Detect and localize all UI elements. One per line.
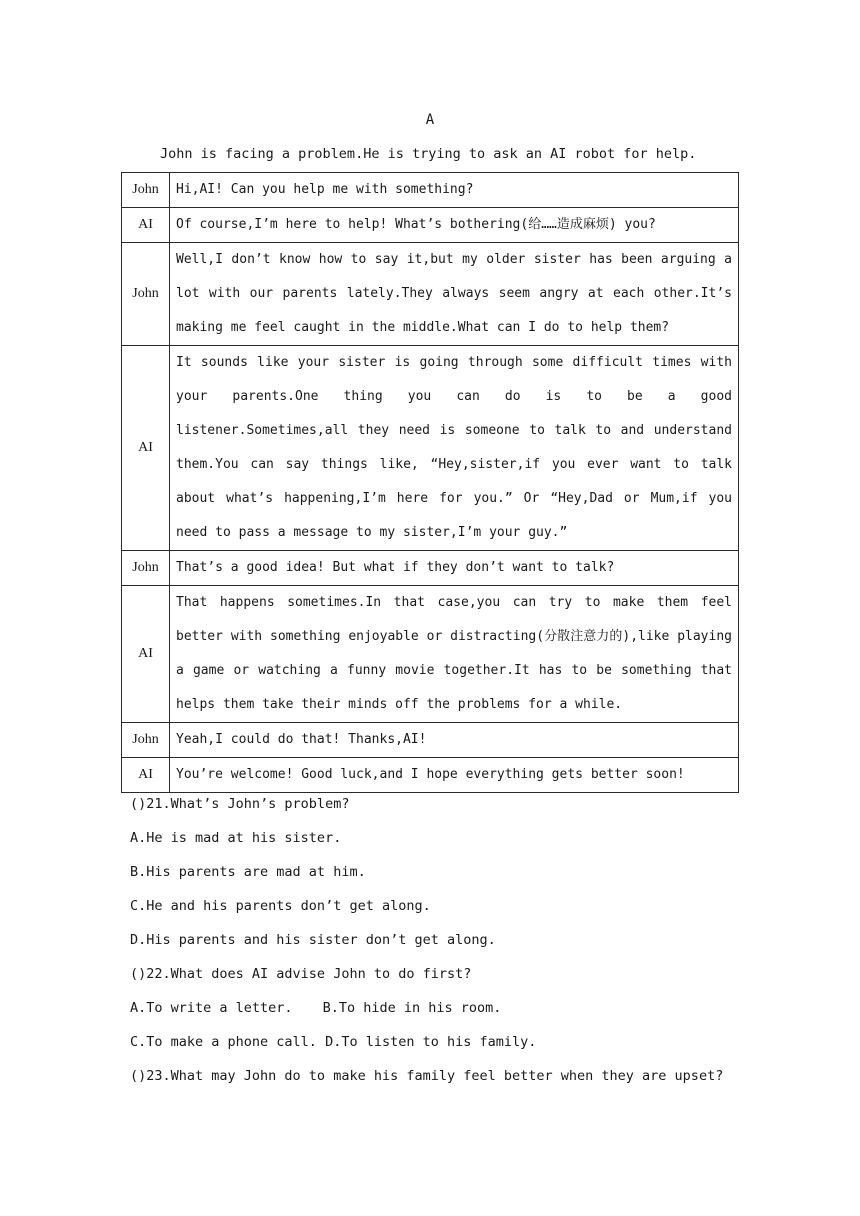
dialog-row	[122, 586, 739, 723]
dialog-speaker: AI	[122, 758, 170, 793]
dialog-speaker: AI	[122, 208, 170, 243]
section-letter: A	[425, 112, 435, 128]
answer-option: D.To listen to his family.	[325, 1034, 537, 1050]
dialog-speaker: John	[122, 173, 170, 208]
answer-option: C.He and his parents don’t get along.	[130, 898, 431, 914]
dialog-speaker: John	[122, 723, 170, 758]
dialog-row	[122, 346, 739, 551]
question-stem: ()22.What does AI advise John to do first?	[130, 966, 472, 982]
dialog-text: You’re welcome! Good luck,and I hope everything gets better soon!	[170, 758, 739, 793]
dialog-speaker: John	[122, 551, 170, 586]
dialog-speaker: AI	[122, 586, 170, 723]
dialog-row	[122, 243, 739, 346]
answer-option: B.His parents are mad at him.	[130, 864, 366, 880]
question-stem: ()21.What’s John’s problem?	[130, 796, 350, 812]
dialog-row	[122, 208, 739, 243]
dialog-text: That’s a good idea! But what if they don’t want to talk?	[170, 551, 739, 586]
dialog-text: Well,I don’t know how to say it,but my older sister has been arguing a lot with our parents lately.They always seem angry at each other.It’s making me feel caught in the middle.What can I do to help them?	[170, 243, 739, 346]
answer-option-row	[130, 1028, 770, 1062]
dialog-text: Of course,I’m here to help! What’s bothering(给……造成麻烦) you?	[170, 208, 739, 243]
passage-intro: John is facing a problem.He is trying to ask an AI robot for help.	[160, 146, 697, 162]
dialog-row	[122, 758, 739, 793]
dialog-row	[122, 551, 739, 586]
answer-option: A.To write a letter.	[130, 1000, 293, 1016]
dialog-text: That happens sometimes.In that case,you can try to make them feel better with something enjoyable or distracting(分散注意力的),like playing a game or watching a funny movie together.It has to be something that helps them take their minds off the problems for a while.	[170, 586, 739, 723]
answer-option: C.To make a phone call.	[130, 1034, 317, 1050]
dialog-row	[122, 723, 739, 758]
answer-option: A.He is mad at his sister.	[130, 830, 342, 846]
question-list	[130, 790, 770, 1096]
dialog-text: Hi,AI! Can you help me with something?	[170, 173, 739, 208]
answer-option: D.His parents and his sister don’t get along.	[130, 932, 496, 948]
dialog-text: It sounds like your sister is going through some difficult times with your parents.One thing you can do is to be a good listener.Sometimes,all they need is someone to talk to and understand them.You can say things like, “Hey,sister,if you ever want to talk about what’s happening,I’m here for you.” Or “Hey,Dad or Mum,if you need to pass a message to my sister,I’m your guy.”	[170, 346, 739, 551]
answer-option-row	[130, 994, 770, 1028]
dialog-text: Yeah,I could do that! Thanks,AI!	[170, 723, 739, 758]
dialog-table	[121, 172, 739, 793]
answer-option: B.To hide in his room.	[322, 1000, 502, 1016]
dialog-speaker: AI	[122, 346, 170, 551]
dialog-row	[122, 173, 739, 208]
dialog-speaker: John	[122, 243, 170, 346]
question-stem: ()23.What may John do to make his family feel better when they are upset?	[130, 1068, 724, 1084]
